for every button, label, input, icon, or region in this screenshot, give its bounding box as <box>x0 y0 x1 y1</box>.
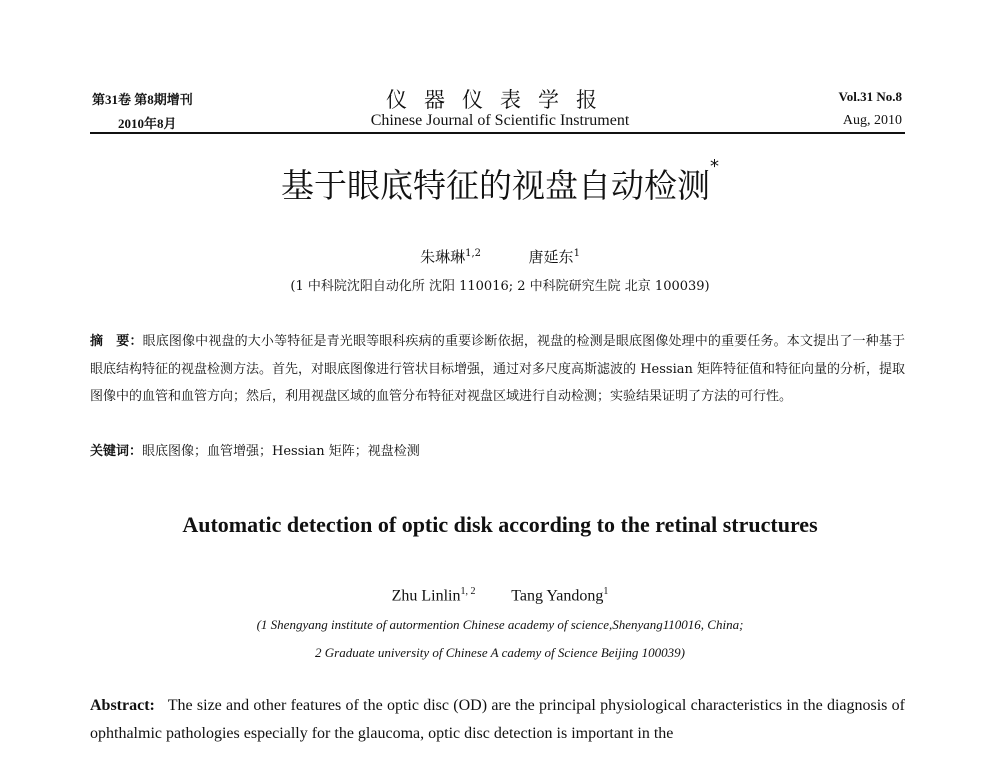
author-sup: 1, 2 <box>460 586 476 597</box>
affiliation-en-line: (1 Shengyang institute of autormention Chinese academy of science,Shenyang110016, China; <box>256 617 744 632</box>
author-name: 朱琳琳 <box>420 248 466 266</box>
author-sup: 1 <box>603 586 609 597</box>
volume-issue-en: Vol.31 No.8 <box>838 89 902 104</box>
volume-issue-cn: 第31卷 第8期增刊 <box>92 92 193 107</box>
keywords-label-cn: 关键词： <box>90 444 143 459</box>
keywords-cn <box>90 438 905 466</box>
affiliation-cn: (1 中科院沈阳自动化所 沈阳 110016; 2 中科院研究生院 北京 100039) <box>290 279 710 294</box>
author-sup: 1 <box>573 248 580 259</box>
journal-name-cn: 仪器仪表学报 <box>386 88 614 112</box>
abstract-label-cn: 摘 要： <box>90 334 143 349</box>
journal-name-en: Chinese Journal of Scientific Instrument <box>370 112 630 129</box>
paper-title-en: Automatic detection of optic disk according to the retinal structures <box>182 512 818 537</box>
header-rule <box>90 132 905 134</box>
abstract-text-en: The size and other features of the optic disc (OD) are the principal physiological characteristics in the diagnosis of ophthalmic pathologies especially for the glaucoma, optic disc detection is important in the <box>90 697 906 742</box>
title-text: 基于眼底特征的视盘自动检测 <box>281 166 710 205</box>
abstract-label-en: Abstract: <box>90 697 155 714</box>
date-cn: 2010年8月 <box>118 116 177 131</box>
abstract-en <box>90 692 905 748</box>
date-en: Aug, 2010 <box>842 113 902 128</box>
author-name: Zhu Linlin <box>391 587 461 605</box>
authors-en <box>0 586 1000 605</box>
paper-title-cn <box>0 156 1000 207</box>
abstract-cn <box>90 328 905 411</box>
author-sup: 1,2 <box>465 248 481 259</box>
title-footnote-mark: * <box>710 156 719 177</box>
keywords-text-cn: 眼底图像；血管增强；Hessian 矩阵；视盘检测 <box>142 444 420 459</box>
authors-cn <box>0 246 1000 267</box>
author-name: Tang Yandong <box>511 587 604 605</box>
author-name: 唐延东 <box>528 248 574 266</box>
affiliation-en-line: 2 Graduate university of Chinese A cademy of Science Beijing 100039) <box>315 645 685 660</box>
abstract-text-cn: 眼底图像中视盘的大小等特征是青光眼等眼科疾病的重要诊断依据，视盘的检测是眼底图像处理中的重要任务。本文提出了一种基于眼底结构特征的视盘检测方法。首先，对眼底图像进行管状目标增强，通过对多尺度高斯滤波的 Hessian 矩阵特征值和特征向量的分析，提取图像中的血管和血管方向；然后，利用视盘区域的血管分布特征对视盘区域进行自动检测；实验结果证明了方法的可行性。 <box>90 334 905 404</box>
